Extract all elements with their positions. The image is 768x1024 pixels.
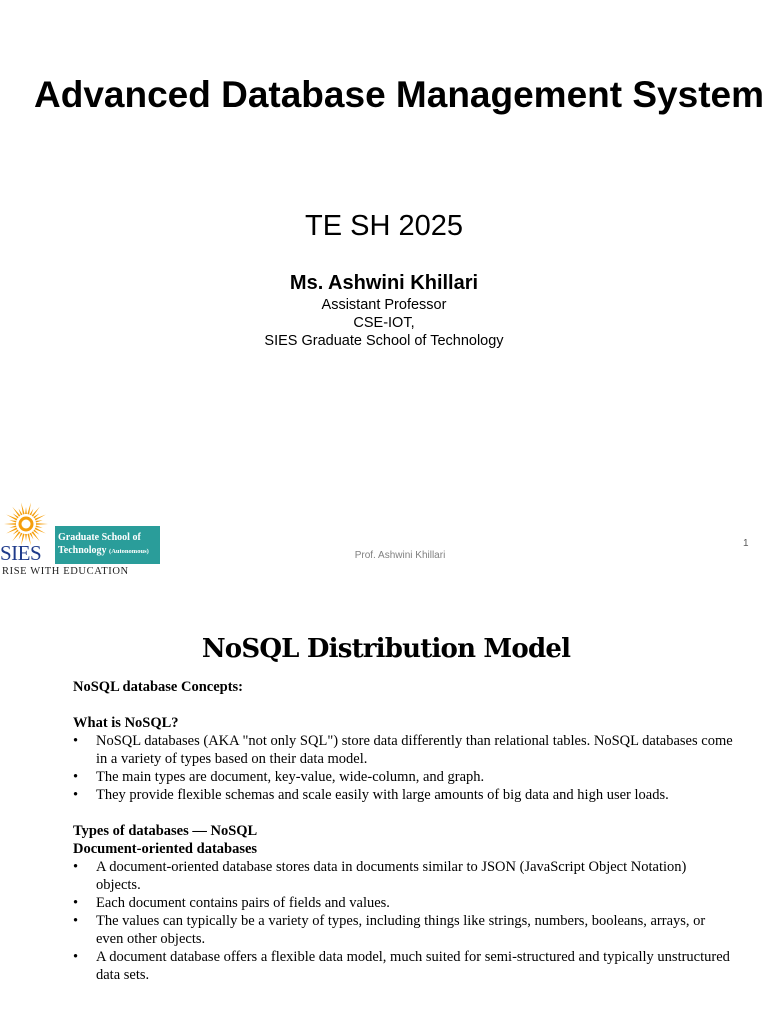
logo-brand: SIES	[0, 541, 42, 565]
author-institute: SIES Graduate School of Technology	[264, 333, 504, 349]
sun-ray	[32, 507, 40, 517]
bullet-marker: •	[73, 859, 79, 875]
list-item	[73, 732, 733, 768]
list-item	[73, 858, 733, 894]
slide-subtitle: TE SH 2025	[305, 210, 463, 242]
bullet-marker: •	[73, 895, 79, 911]
bullet-text: A document-oriented database stores data in documents similar to JSON (JavaScript Object Notation) objects.	[96, 859, 687, 893]
sun-ray	[36, 520, 43, 522]
slide-title: Advanced Database Management System	[34, 74, 764, 115]
logo-tagline: RISE WITH EDUCATION	[2, 566, 129, 577]
sun-ray	[27, 503, 31, 515]
author-name: Ms. Ashwini Khillari	[289, 272, 479, 294]
logo-box-line1: Graduate School of	[58, 532, 141, 543]
document-bullet-list	[73, 858, 733, 984]
bullet-text: The main types are document, key-value, wide-column, and graph.	[96, 769, 485, 785]
list-item	[73, 768, 733, 786]
slide-content	[73, 678, 733, 984]
author-role: Assistant Professor	[321, 297, 447, 313]
bullet-text: They provide flexible schemas and scale easily with large amounts of big data and high user loads.	[96, 787, 669, 803]
types-heading: Types of databases — NoSQL	[73, 823, 258, 839]
sun-ray	[36, 525, 43, 527]
list-item	[73, 912, 733, 948]
bullet-marker: •	[73, 769, 79, 785]
sun-ray	[12, 507, 20, 517]
sun-ray	[21, 503, 25, 515]
list-item	[73, 786, 733, 804]
what-bullet-list	[73, 732, 733, 804]
sun-ray	[9, 525, 16, 527]
list-item	[73, 894, 733, 912]
bullet-marker: •	[73, 733, 79, 749]
bullet-marker: •	[73, 913, 79, 929]
bullet-text: The values can typically be a variety of types, including things like strings, numbers, booleans, arrays, or even other objects.	[96, 913, 706, 947]
author-department: CSE-IOT,	[353, 315, 415, 331]
sun-ray	[25, 507, 27, 514]
document-heading: Document-oriented databases	[73, 841, 258, 857]
author-block	[0, 270, 768, 350]
bullet-marker: •	[73, 787, 79, 803]
what-heading: What is NoSQL?	[73, 715, 179, 731]
sun-ray	[32, 531, 40, 541]
sies-logo	[0, 502, 162, 578]
logo-box-technology: Technology	[58, 545, 107, 556]
sun-icon	[2, 502, 50, 546]
bullet-text: A document database offers a flexible data model, much suited for semi-structured and typically unstructured data sets.	[96, 949, 730, 983]
slide-2	[0, 590, 768, 1024]
page-number: 1	[743, 538, 749, 549]
list-item	[73, 948, 733, 984]
logo-box-autonomous: (Autonomous)	[109, 548, 149, 555]
sun-ray	[9, 520, 16, 522]
slide-title: NoSQL Distribution Model	[201, 634, 571, 664]
sun-ray	[12, 531, 20, 541]
bullet-marker: •	[73, 949, 79, 965]
slide-footer: Prof. Ashwini Khillari	[354, 550, 446, 561]
sun-ray	[25, 534, 27, 541]
bullet-text: NoSQL databases (AKA "not only SQL") store data differently than relational tables. NoSQL databases come in a variety of types based on their data model.	[96, 733, 733, 767]
sun-ray	[36, 523, 48, 525]
sun-ray	[4, 523, 16, 525]
concepts-heading: NoSQL database Concepts:	[73, 679, 243, 695]
bullet-text: Each document contains pairs of fields and values.	[96, 895, 390, 911]
